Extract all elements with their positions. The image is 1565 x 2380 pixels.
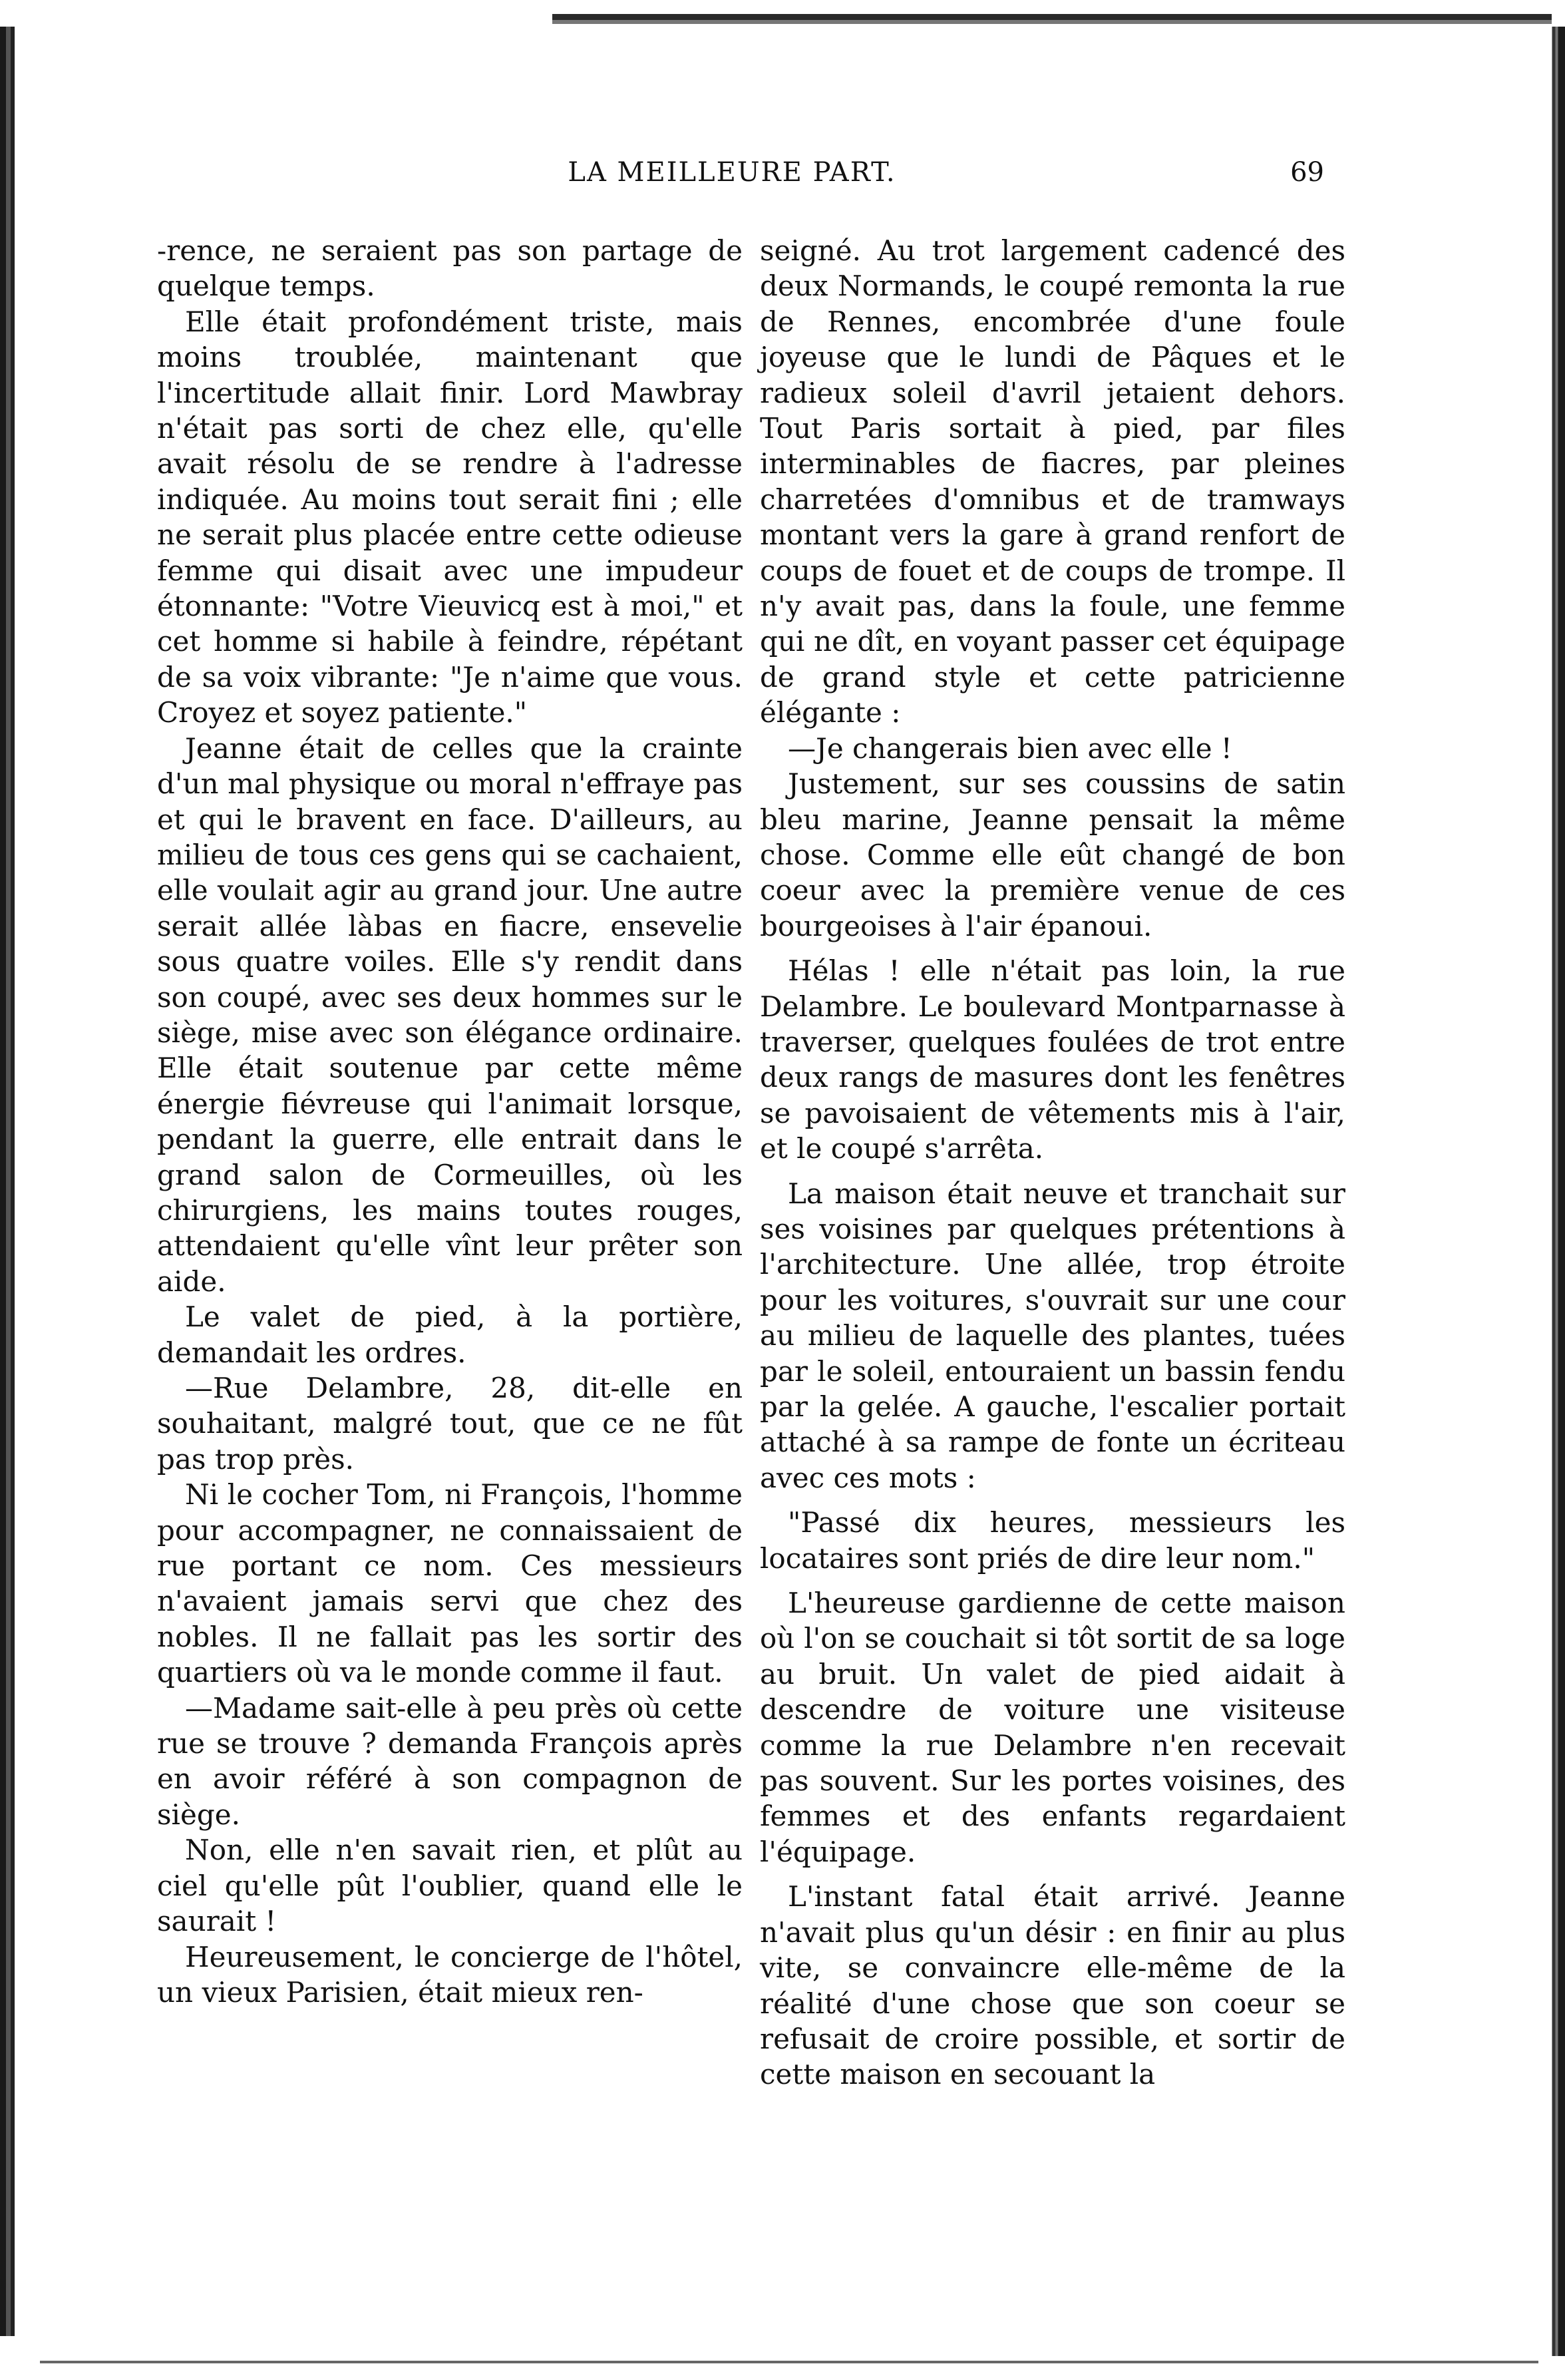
paragraph: Jeanne était de celles que la crainte d'un mal physique ou moral n'effraye pas et qui le bravent en face. D'ailleurs, au milieu de tous ces gens qui se cachaient, elle voulait agir au grand jour. Une autre serait allée làbas en fiacre, ensevelie sous quatre voiles. Elle s'y rendit dans son coupé, avec ses deux hommes sur le siège, mise avec son élégance ordinaire. Elle était soutenue par cette même énergie fiévreuse qui l'animait lorsque, pendant la guerre, elle entrait dans le grand salon de Cormeuilles, où les chirurgiens, les mains toutes rouges, attendaient qu'elle vînt leur prêter son aide. [157, 731, 743, 1298]
paragraph: L'heureuse gardienne de cette maison où l'on se couchait si tôt sortit de sa loge au bruit. Un valet de pied aidait à descendre de voiture une visiteuse comme la rue Delambre n'en recevait pas souvent. Sur les portes voisines, des femmes et des enfants regardaient l'équipage. [760, 1587, 1345, 1868]
scan-shadow-left [0, 27, 27, 2336]
paragraph: —Je changerais bien avec elle ! [788, 731, 1232, 765]
text-column-left [157, 233, 743, 2010]
text-column-right [760, 233, 1345, 2092]
paragraph: seigné. Au trot largement cadencé des deux Normands, le coupé remonta la rue de Rennes, encombrée d'une foule joyeuse que le lundi de Pâques et le radieux soleil d'avril jetaient dehors. Tout Paris sortait à pied, par files interminables de fiacres, par pleines charretées d'omnibus et de tramways montant vers la gare à grand renfort de coups de fouet et de coups de trompe. Il n'y avait pas, dans la foule, une femme qui ne dît, en voyant passer cet équipage de grand style et cette patricienne élégante : [760, 234, 1345, 729]
paragraph: Hélas ! elle n'était pas loin, la rue Delambre. Le boulevard Montparnasse à traverser, quelques foulées de trot entre deux rangs de masures dont les fenêtres se pavoisaient de vêtements mis à l'air, et le coupé s'arrêta. [760, 954, 1345, 1165]
paragraph: —Madame sait-elle à peu près où cette rue se trouve ? demanda François après en avoir référé à son compagnon de siège. [157, 1691, 743, 1831]
running-title: LA MEILLEURE PART. [568, 157, 896, 188]
paragraph: Non, elle n'en savait rien, et plût au ciel qu'elle pût l'oublier, quand elle le saurait ! [157, 1834, 743, 1938]
paragraph: Justement, sur ses coussins de satin bleu marine, Jeanne pensait la même chose. Comme elle eût changé de bon coeur avec la première venue de ces bourgeoises à l'air épanoui. [760, 767, 1345, 942]
page-number: 69 [1290, 157, 1324, 188]
paragraph: L'instant fatal était arrivé. Jeanne n'avait plus qu'un désir : en finir au plus vite, se convaincre elle-même de la réalité d'une chose que son coeur se refusait de croire possible, et sortir de cette maison en secouant la [760, 1880, 1345, 2091]
paragraph: Le valet de pied, à la portière, demandait les ordres. [157, 1300, 743, 1369]
scan-shadow-top [552, 8, 1552, 28]
paragraph: -rence, ne seraient pas son partage de quelque temps. [157, 234, 743, 303]
paragraph: Heureusement, le concierge de l'hôtel, un vieux Parisien, était mieux ren- [157, 1940, 743, 2009]
scan-shadow-right [1546, 27, 1565, 2356]
paragraph: Ni le cocher Tom, ni François, l'homme pour accompagner, ne connaissaient de rue portant ce nom. Ces messieurs n'avaient jamais servi que chez des nobles. Il ne fallait pas les sortir des quartiers où va le monde comme il faut. [157, 1478, 743, 1689]
page-header [140, 157, 1324, 210]
paragraph: —Rue Delambre, 28, dit-elle en souhaitant, malgré tout, que ce ne fût pas trop près. [157, 1372, 743, 1476]
paragraph: "Passé dix heures, messieurs les locataires sont priés de dire leur nom." [760, 1506, 1345, 1575]
scan-shadow-bottom [40, 2357, 1538, 2368]
paragraph: La maison était neuve et tranchait sur ses voisines par quelques prétentions à l'architecture. Une allée, trop étroite pour les voitures, s'ouvrait sur une cour au milieu de laquelle des plantes, tuées par le soleil, entouraient un bassin fendu par la gelée. A gauche, l'escalier portait attaché à sa rampe de fonte un écriteau avec ces mots : [760, 1177, 1345, 1494]
paragraph: Elle était profondément triste, mais moins troublée, maintenant que l'incertitude allait finir. Lord Mawbray n'était pas sorti de chez elle, qu'elle avait résolu de se rendre à l'adresse indiquée. Au moins tout serait fini ; elle ne serait plus placée entre cette odieuse femme qui disait avec une impudeur étonnante: "Votre Vieuvicq est à moi," et cet homme si habile à feindre, répétant de sa voix vibrante: "Je n'aime que vous. Croyez et soyez patiente." [157, 305, 743, 729]
